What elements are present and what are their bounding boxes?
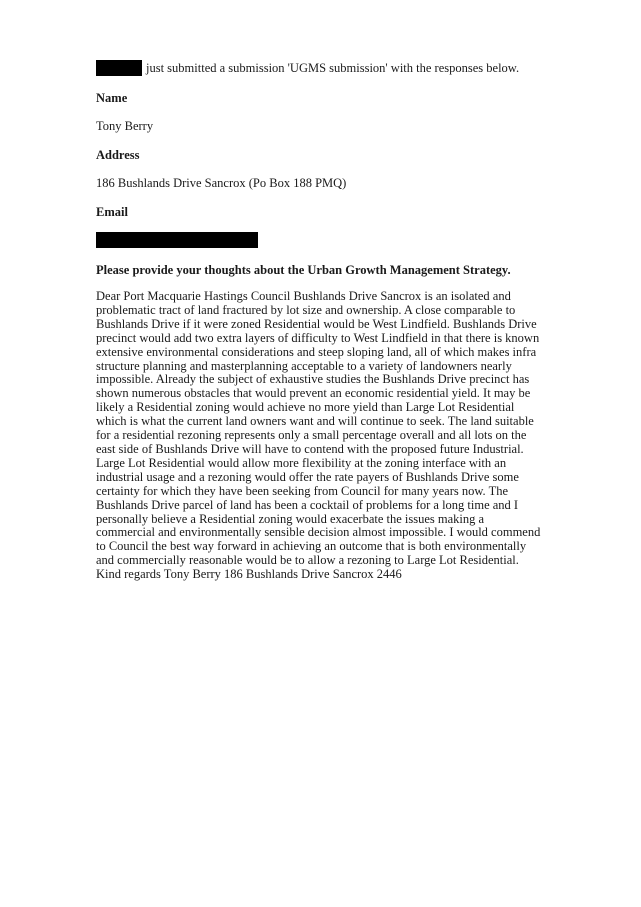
question-label: Please provide your thoughts about the Urban Growth Management Strategy.	[96, 263, 511, 277]
submission-intro	[96, 60, 519, 77]
redacted-email	[96, 232, 258, 248]
name-value: Tony Berry	[96, 119, 154, 133]
redacted-sender-name	[96, 60, 142, 76]
intro-text: just submitted a submission 'UGMS submission' with the responses below.	[146, 61, 520, 75]
name-label: Name	[96, 91, 128, 105]
address-label: Address	[96, 148, 140, 162]
email-label: Email	[96, 205, 128, 219]
address-value: 186 Bushlands Drive Sancrox (Po Box 188 PMQ)	[96, 176, 347, 190]
response-text: Dear Port Macquarie Hastings Council Bushlands Drive Sancrox is an isolated and problematic tract of land fractured by lot size and ownership. A close comparable to Bushlands Drive if it were zoned Residential would be West Lindfield. Bushlands Drive precinct would add two extra layers of difficulty to West Lindfield in that there is known extensive environmental considerations and steep sloping land, all of which makes infra structure planning and masterplanning acceptable to a variety of landowners nearly impossible. Already the subject of exhaustive studies the Bushlands Drive precinct has shown numerous obstacles that would prevent an economic residential yield. It may be likely a Residential zoning would achieve no more yield than Large Lot Residential which is what the current land owners want and will continue to seek. The land suitable for a residential rezoning represents only a small percentage overall and all lots on the east side of Bushlands Drive will have to contend with the proposed future Industrial. Large Lot Residential would allow more flexibility at the zoning interface with an industrial usage and a rezoning would offer the rate payers of Bushlands Drive some certainty for which they have been seeking from Council for many years now. The Bushlands Drive parcel of land has been a cocktail of problems for a long time and I personally believe a Residential zoning would exacerbate the issues making a commercial and environmentally sensible decision almost impossible. I would commend to Council the best way forward in achieving an outcome that is both environmentally and commercially reasonable would be to allow a rezoning to Large Lot Residential. Kind regards Tony Berry 186 Bushlands Drive Sancrox 2446	[96, 289, 541, 582]
